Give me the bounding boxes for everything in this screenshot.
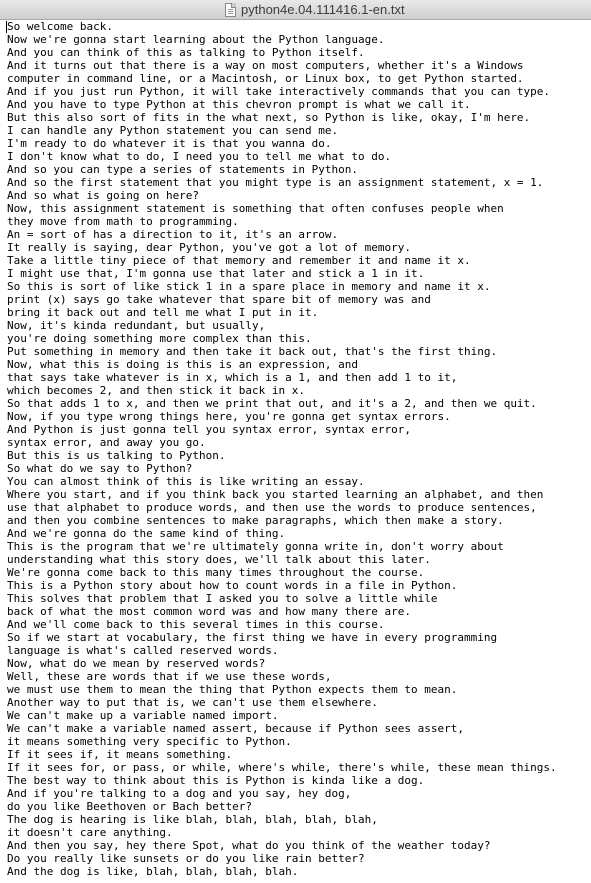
text-line: And we'll come back to this several times in this course. [7,618,385,631]
text-line: it means something very specific to Python. [7,735,292,748]
text-line: it doesn't care anything. [7,826,173,839]
text-line: And you have to type Python at this chevron prompt is what we call it. [7,98,471,111]
text-line: So if we start at vocabulary, the first thing we have in every programming [7,631,498,644]
text-line: syntax error, and away you go. [7,436,206,449]
text-line: they move from math to programming. [7,215,239,228]
text-line: computer in command line, or a Macintosh, or Linux box, to get Python started. [7,72,524,85]
text-line: And so you can type a series of statements in Python. [7,163,358,176]
text-line: You can almost think of this is like writing an essay. [7,475,365,488]
text-line: back of what the most common word was and how many there are. [7,605,411,618]
text-line: Now, this assignment statement is something that often confuses people when [7,202,504,215]
text-line: But this is us talking to Python. [7,449,226,462]
text-line: Well, these are words that if we use these words, [7,670,332,683]
text-line: print (x) says go take whatever that spare bit of memory was and [7,293,431,306]
text-document-icon [225,3,236,17]
text-line: Put something in memory and then take it back out, that's the first thing. [7,345,498,358]
text-line: So this is sort of like stick 1 in a spare place in memory and name it x. [7,280,491,293]
text-line: I'm ready to do whatever it is that you wanna do. [7,137,332,150]
text-line: I don't know what to do, I need you to tell me what to do. [7,150,392,163]
text-line: This solves that problem that I asked you to solve a little while [7,592,438,605]
text-line: you're doing something more complex than this. [7,332,312,345]
text-line: And we're gonna do the same kind of thing. [7,527,286,540]
text-line: It really is saying, dear Python, you've got a lot of memory. [7,241,411,254]
text-line: And so what is going on here? [7,189,200,202]
text-line: Now, what do we mean by reserved words? [7,657,266,670]
text-line: bring it back out and tell me what I put in it. [7,306,319,319]
text-line: And you can think of this as talking to Python itself. [7,46,365,59]
text-line: And if you're talking to a dog and you say, hey dog, [7,787,352,800]
document-lines [7,20,557,878]
text-line: So welcome back. [7,20,113,33]
text-line: Do you really like sunsets or do you like rain better? [7,852,365,865]
text-line: The dog is hearing is like blah, blah, blah, blah, blah, [7,813,378,826]
text-line: We're gonna come back to this many times throughout the course. [7,566,425,579]
window-titlebar[interactable] [0,0,591,20]
window-title: python4e.04.111416.1-en.txt [241,2,405,17]
text-line: Now, if you type wrong things here, you're gonna get syntax errors. [7,410,451,423]
text-line: which becomes 2, and then stick it back in x. [7,384,306,397]
text-line: do you like Beethoven or Bach better? [7,800,253,813]
text-line: Now, it's kinda redundant, but usually, [7,319,266,332]
text-line: And it turns out that there is a way on most computers, whether it's a Windows [7,59,524,72]
text-line: And Python is just gonna tell you syntax error, syntax error, [7,423,411,436]
text-line: use that alphabet to produce words, and then use the words to produce sentences, [7,501,537,514]
document-text-area[interactable] [0,20,591,883]
text-line: we must use them to mean the thing that Python expects them to mean. [7,683,458,696]
text-line: And so the first statement that you might type is an assignment statement, x = 1. [7,176,544,189]
text-line: If it sees for, or pass, or while, where's while, there's while, these mean things. [7,761,557,774]
text-line: So what do we say to Python? [7,462,193,475]
text-line: Now, what this is doing is this is an expression, and [7,358,358,371]
text-line: I can handle any Python statement you can send me. [7,124,339,137]
text-line: understanding what this story does, we'll talk about this later. [7,553,431,566]
text-line: Where you start, and if you think back you started learning an alphabet, and then [7,488,544,501]
text-line: Now we're gonna start learning about the Python language. [7,33,385,46]
text-line: Another way to put that is, we can't use them elsewhere. [7,696,378,709]
text-line: And the dog is like, blah, blah, blah, blah. [7,865,299,878]
text-line: that says take whatever is in x, which is a 1, and then add 1 to it, [7,371,458,384]
text-line: I might use that, I'm gonna use that later and stick a 1 in it. [7,267,425,280]
text-line: But this also sort of fits in the what next, so Python is like, okay, I'm here. [7,111,531,124]
text-line: This is a Python story about how to count words in a file in Python. [7,579,458,592]
text-line: If it sees if, it means something. [7,748,233,761]
text-line: We can't make a variable named assert, because if Python sees assert, [7,722,464,735]
text-line: Take a little tiny piece of that memory and remember it and name it x. [7,254,471,267]
text-line: We can't make up a variable named import. [7,709,279,722]
text-line: So that adds 1 to x, and then we print that out, and it's a 2, and then we quit. [7,397,537,410]
text-line: And then you say, hey there Spot, what do you think of the weather today? [7,839,491,852]
text-line: and then you combine sentences to make paragraphs, which then make a story. [7,514,504,527]
text-line: An = sort of has a direction to it, it's an arrow. [7,228,339,241]
text-line: This is the program that we're ultimately gonna write in, don't worry about [7,540,504,553]
text-line: The best way to think about this is Python is kinda like a dog. [7,774,425,787]
text-line: language is what's called reserved words. [7,644,279,657]
text-line: And if you just run Python, it will take interactively commands that you can type. [7,85,551,98]
